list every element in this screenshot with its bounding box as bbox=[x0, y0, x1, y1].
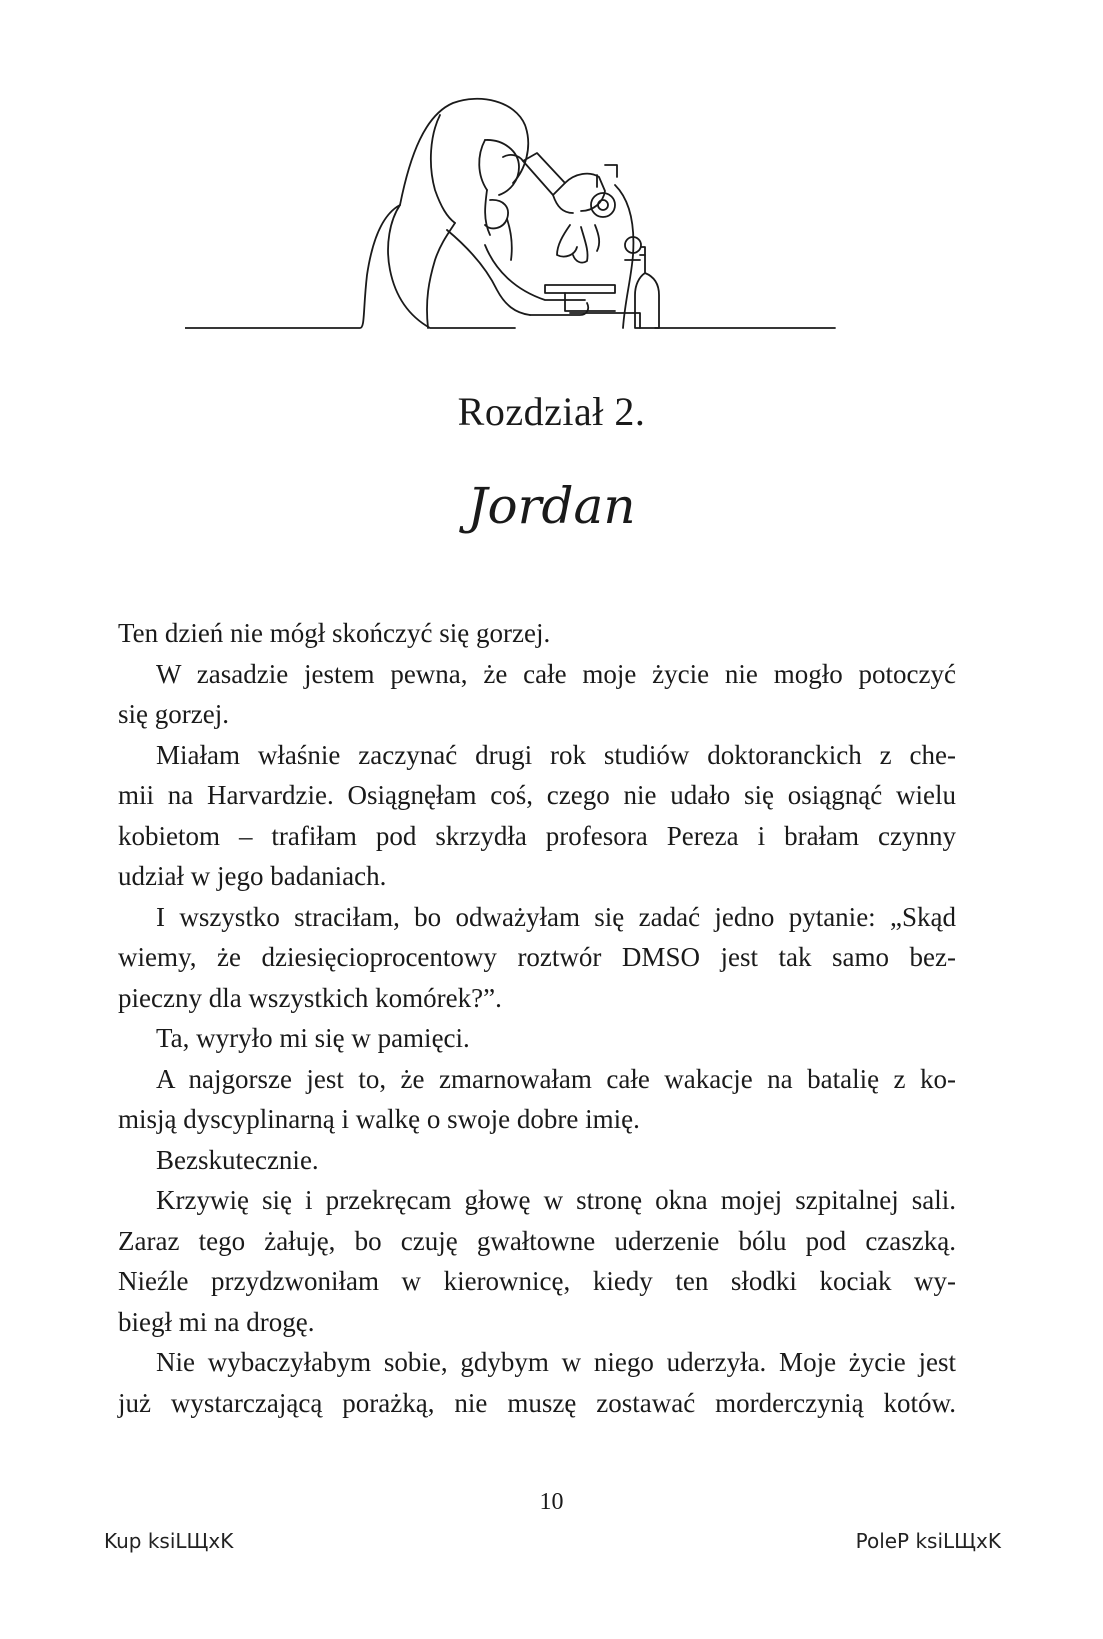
body-text bbox=[118, 613, 956, 1423]
paragraph-line: Zaraz tego żałuję, bo czuję gwałtowne uderzenie bólu pod czaszką. bbox=[118, 1225, 956, 1256]
paragraph-line: się gorzej. bbox=[118, 699, 229, 729]
paragraph-line: udział w jego badaniach. bbox=[118, 861, 387, 891]
page-number: 10 bbox=[539, 1489, 564, 1515]
paragraph-line: Krzywię się i przekręcam głowę w stronę okna mojej szpitalnej sali. bbox=[156, 1185, 956, 1215]
paragraph-line: I wszystko straciłam, bo odważyłam się zadać jedno pytanie: „Skąd bbox=[156, 901, 956, 932]
paragraph-line: Nieźle przydzwoniłam w kierownicę, kiedy ten słodki kociak wy- bbox=[118, 1266, 956, 1296]
buy-book-link[interactable]: Kup ksiLЩxK bbox=[104, 1529, 234, 1553]
paragraph-line: misją dyscyplinarną i walkę o swoje dobre imię. bbox=[118, 1104, 640, 1134]
paragraph-line: już wystarczającą porażką, nie muszę zostawać morderczynią kotów. bbox=[118, 1387, 956, 1418]
paragraph-line: biegł mi na drogę. bbox=[118, 1306, 315, 1337]
paragraph-line: pieczny dla wszystkich komórek?”. bbox=[118, 982, 502, 1013]
paragraph-line: kobietom – trafiłam pod skrzydła profesora Pereza i brałam czynny bbox=[118, 820, 956, 851]
paragraph-line: wiemy, że dziesięcioprocentowy roztwór DMSO jest tak samo bez- bbox=[118, 942, 956, 972]
paragraph-line: Ten dzień nie mógł skończyć się gorzej. bbox=[118, 618, 551, 648]
paragraph-line: Nie wybaczyłabym sobie, gdybym w niego uderzyła. Moje życie jest bbox=[156, 1347, 956, 1377]
scientist-microscope-illustration bbox=[185, 95, 875, 355]
chapter-title: Jordan bbox=[467, 477, 636, 535]
paragraph-line: mii na Harvardzie. Osiągnęłam coś, czego nie udało się osiągnąć wielu bbox=[118, 780, 956, 810]
paragraph-line: Bezskutecznie. bbox=[156, 1144, 319, 1175]
paragraph-line: W zasadzie jestem pewna, że całe moje życie nie mogło potoczyć bbox=[156, 658, 956, 689]
paragraph-line: Ta, wyryło mi się w pamięci. bbox=[156, 1023, 470, 1053]
paragraph-line: A najgorsze jest to, że zmarnowałam całe wakacje na batalię z ko- bbox=[156, 1063, 956, 1094]
paragraph-line: Miałam właśnie zaczynać drugi rok studiów doktoranckich z che- bbox=[156, 739, 956, 770]
recommend-book-link[interactable]: PoleP ksiLЩxK bbox=[855, 1529, 1001, 1553]
chapter-number: Rozdział 2. bbox=[457, 389, 646, 434]
